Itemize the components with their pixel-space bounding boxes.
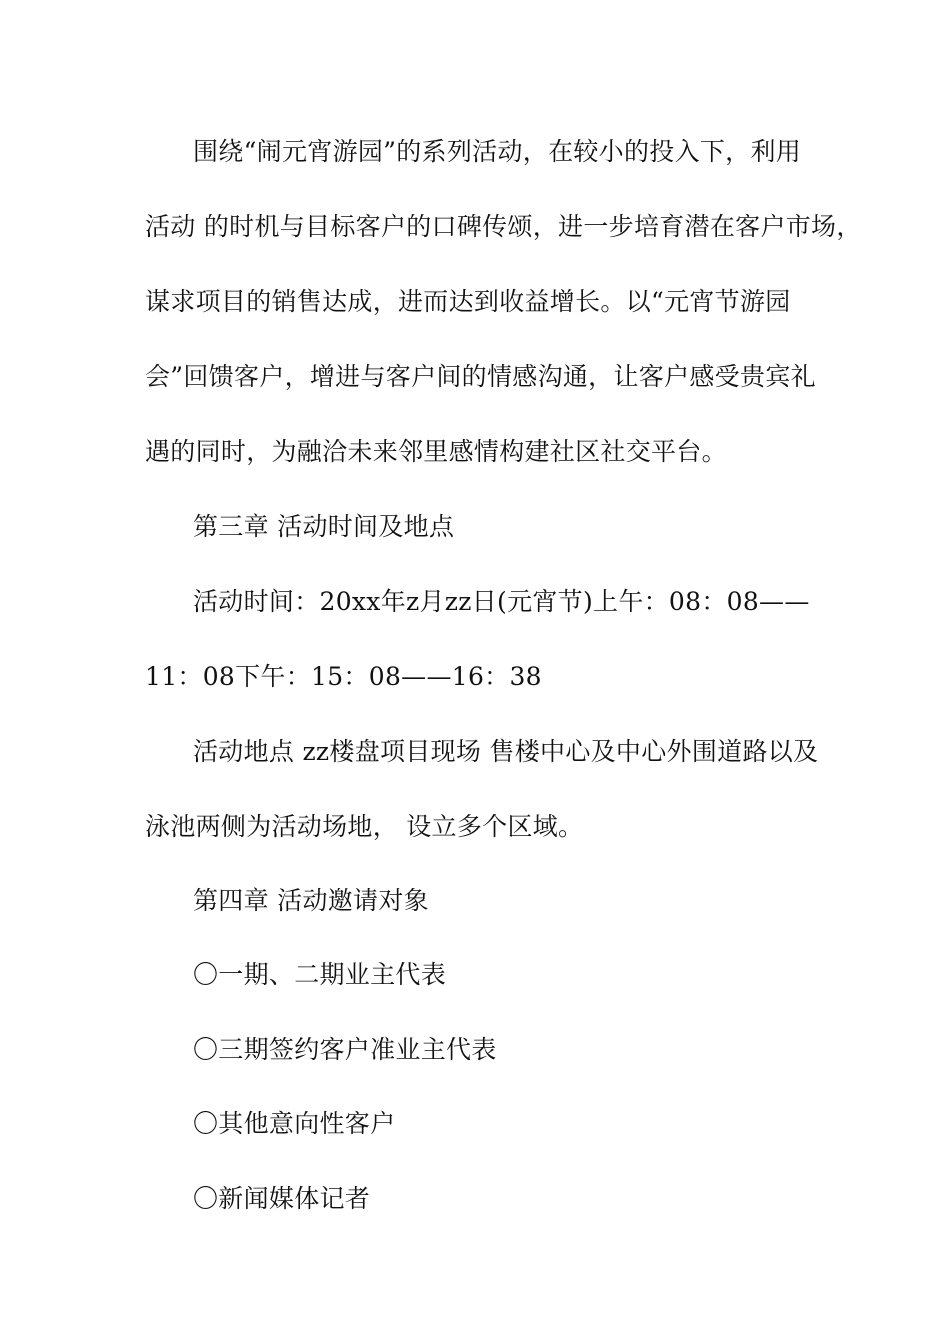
list-item: 〇一期、二期业主代表 [193, 960, 447, 989]
list-item: 〇三期签约客户准业主代表 [193, 1035, 497, 1064]
paragraph-line: 活动 的时机与目标客户的口碑传颂，进一步培育潜在客户市场， [145, 212, 862, 241]
activity-time-line: 活动时间：20xx年z月zz日(元宵节)上午：08：08—— [193, 587, 810, 616]
paragraph-line: 谋求项目的销售达成，进而达到收益增长。以“元宵节游园 [145, 287, 791, 316]
paragraph-line: 会”回馈客户，增进与客户间的情感沟通，让客户感受贵宾礼 [145, 362, 816, 391]
list-item: 〇其他意向性客户 [193, 1109, 396, 1138]
list-item: 〇新闻媒体记者 [193, 1184, 371, 1213]
activity-location-line: 活动地点 zz楼盘项目现场 售楼中心及中心外围道路以及 [193, 737, 819, 766]
paragraph-line: 遇的同时，为融洽未来邻里感情构建社区社交平台。 [145, 437, 727, 466]
activity-time-line: 11：08下午：15：08——16：38 [145, 662, 542, 691]
chapter-heading: 第三章 活动时间及地点 [193, 512, 455, 541]
paragraph-line: 围绕“闹元宵游园”的系列活动，在较小的投入下，利用 [193, 137, 802, 166]
chapter-heading: 第四章 活动邀请对象 [193, 886, 429, 915]
activity-location-line: 泳池两侧为活动场地， 设立多个区域。 [145, 812, 584, 841]
